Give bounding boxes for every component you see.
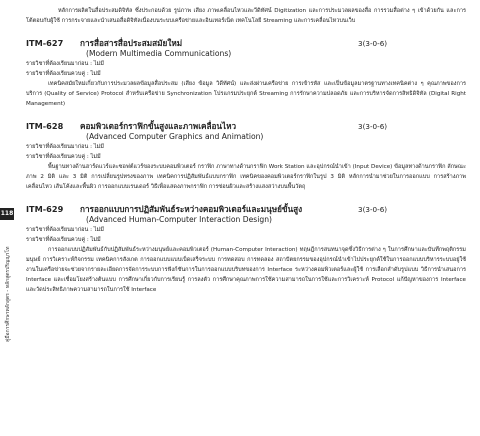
course-credit: 3(3-0-6) — [358, 39, 388, 48]
course-title-en: (Modern Multimedia Communications) — [86, 49, 232, 58]
course-prerequisite: รายวิชาที่ต้องเรียนมาก่อน : ไม่มี — [26, 227, 104, 233]
course-title-th: คอมพิวเตอร์กราฟิกขั้นสูงและภาพเคลื่อนไหว — [80, 121, 237, 131]
running-header: คู่มือการศึกษาหลักสูตร - หลักสูตรปริญญาโท — [5, 246, 11, 342]
course-credit: 3(3-0-6) — [358, 122, 388, 131]
course-description: เทคนิคสมัยใหม่เกี่ยวกับการประมวลผลข้อมูลสื่อประสม (เสียง ข้อมูล วิดีทัศน์) และส่งผ่านเครือข่าย การเข้ารหัส และเป็นข้อมูลมาตรฐานทางเทคนิคต่าง ๆ คุณภาพของการบริการ (Quality of Service) Protocol สำหรับเครือข่าย Synchronization โปรแกรมประยุกต์ Streaming การรักษาความปลอดภัย และการบริหารจัดการสิทธิดิจิทัล (Digital Right Management) — [26, 81, 466, 107]
course-description: พื้นฐานทางด้านฮาร์ดแวร์และซอฟต์แวร์ของระบบคอมพิวเตอร์ กราฟิก ภาษาทางด้านกราฟิก Work Station และอุปกรณ์นำเข้า (Input Device) ข้อมูลทางด้านกราฟิก ลักษณะภาพ 2 มิติ และ 3 มิติ การเปลี่ยนรูปทรงของภาพ เทคนิคการปฏิสัมพันธ์แบบกราฟิก เทคนิคของคอมพิวเตอร์กราฟิกในรูป 3 มิติ หลักการนำมาช่วยในการออกแบบ การสร้างภาพเคลื่อนไหว เส้นโค้งและพื้นผิว การออกแบบเรนเดอร์ วิธีเพื่อแสดงภาพกราฟิก การซ่อนผิวและสร้างแสงสว่างบนพื้นวัตถุ — [26, 164, 466, 190]
course-prerequisite: รายวิชาที่ต้องเรียนมาก่อน : ไม่มี — [26, 61, 104, 67]
course-corequisite: รายวิชาที่ต้องเรียนควบคู่ : ไม่มี — [26, 237, 101, 243]
course-heading — [26, 121, 466, 132]
course-heading — [26, 38, 466, 49]
course-credit: 3(3-0-6) — [358, 205, 388, 214]
course-entry — [26, 204, 466, 295]
course-code: ITM-629 — [26, 204, 64, 214]
course-entry — [26, 38, 466, 109]
course-code: ITM-627 — [26, 38, 64, 48]
document-page — [26, 6, 466, 307]
course-entry — [26, 121, 466, 192]
course-prerequisite: รายวิชาที่ต้องเรียนมาก่อน : ไม่มี — [26, 144, 104, 150]
course-corequisite: รายวิชาที่ต้องเรียนควบคู่ : ไม่มี — [26, 71, 101, 77]
course-title-en: (Advanced Computer Graphics and Animation) — [86, 132, 264, 141]
course-heading — [26, 204, 466, 215]
course-title-th: การสื่อสารสื่อประสมสมัยใหม่ — [80, 38, 183, 48]
page-number-tab: 118 — [0, 208, 14, 220]
course-description: การออกแบบปฏิสัมพันธ์กับปฏิสัมพันธ์ระหว่างมนุษย์และคอมพิวเตอร์ (Human-Computer Interaction) ทฤษฎีการสนทนาจุดซึ่งวิธีการต่าง ๆ ในการศึกษาและบันทึกพฤติกรรมมนุษย์ การวิเคราะห์กิจกรรม เทคนิคการสังเกต การออกแบบแบบเบ็ดเสร็จระบบ การทดสอบ การทดลอง สถาปัตยกรรมของอุปกรณ์นำเข้าไปประยุกต์ใช้ในการออกแบบบริหารระบบอยู่ใช้งานในเครือข่ายจะช่วยจากรายละเอียดการจัดการระบบการฟังก์ชันการในการออกแบบบริบทของการ Interface ระหว่างคอมพิวเตอร์และผู้ใช้ การเลือกลำดับรูปแบบ วิธีการนำเสนอการ Interface และเชื่อมโยงสร้างต้นแบบ การศึกษาเกี่ยวกับการเรียนรู้ การลงตัว การศึกษาคุณภาพการใช้ความสามารถในการใช้และการวิเคราะห์ Protocol แก้ปัญหาของการ Interface และวัดประสิทธิภาพความสามารถในการใช้ Interface — [26, 247, 466, 293]
course-corequisite: รายวิชาที่ต้องเรียนควบคู่ : ไม่มี — [26, 154, 101, 160]
course-title-en: (Advanced Human-Computer Interaction Design) — [86, 215, 272, 224]
intro-paragraph: หลักการผลิตในสื่อประสมดิจิทัล ซึ่งประกอบด้วย รูปภาพ เสียง ภาพเคลื่อนไหวและวีดิทัศน์ Digitization และการประมวลผลของสื่อ การรวมสื่อต่าง ๆ เข้าด้วยกัน และการโต้ตอบกับผู้ใช้ การกระจายและนำเสนอสื่อดิจิทัลเนื่องบนระบบเครือข่ายและอินเทอร์เน็ต เทคโนโลยี Streaming และการเคลื่อนไหวบนเว็บ — [26, 8, 466, 24]
course-title-th: การออกแบบการปฏิสัมพันธ์ระหว่างคอมพิวเตอร์และมนุษย์ขั้นสูง — [80, 204, 303, 214]
course-code: ITM-628 — [26, 121, 64, 131]
